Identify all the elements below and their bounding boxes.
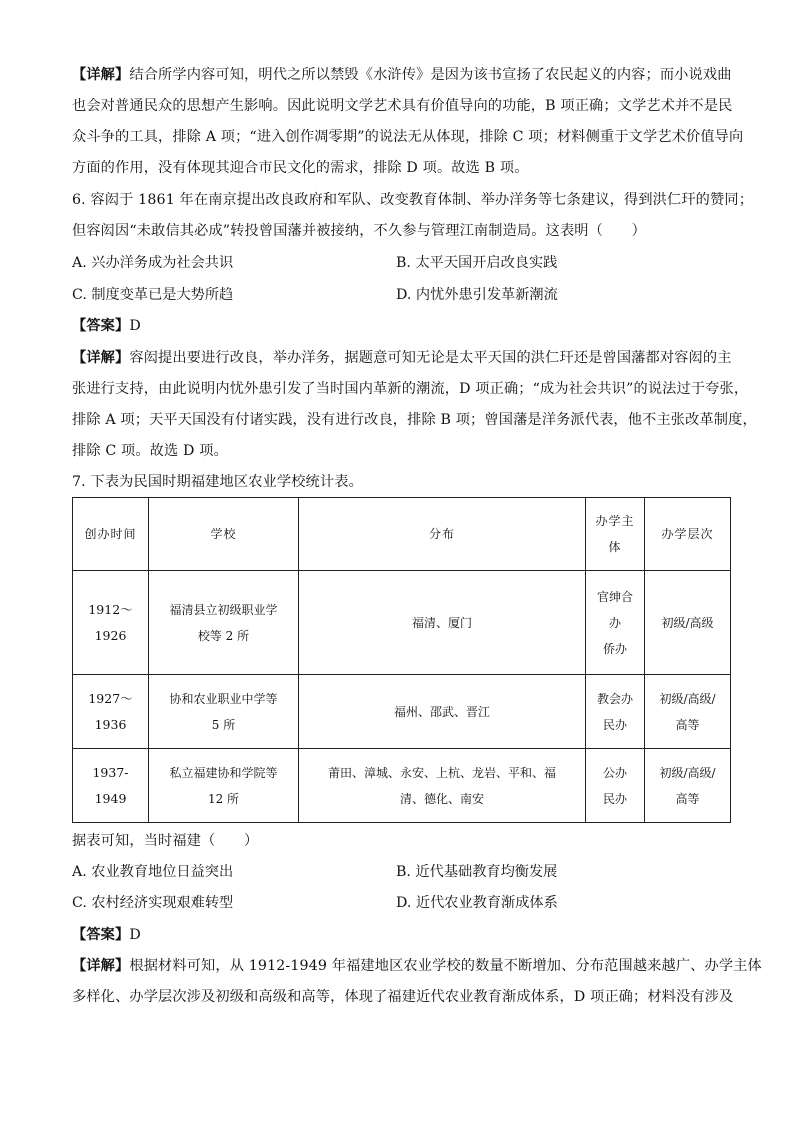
- cell-school-line-2: 校等 2 所: [197, 628, 250, 643]
- cell-school: [149, 675, 299, 749]
- q7-explain-line-2: 多样化、办学层次涉及初级和高级和高等，体现了福建近代农业教育渐成体系，D 项正确；材料没有涉及: [72, 989, 734, 1005]
- header-sponsor: [586, 498, 645, 571]
- cell-sponsor-line-2: 民办: [602, 791, 627, 806]
- cell-school: [149, 571, 299, 675]
- q6-option-a: A. 兴办洋务成为社会共识: [72, 255, 234, 271]
- cell-sponsor-line-2: 民办: [602, 717, 627, 732]
- q5-explain-line-3: 众斗争的工具，排除 A 项；“进入创作凋零期”的说法无从体现，排除 C 项；材料侧重于文学艺术价值导向: [72, 129, 744, 145]
- q7-prompt: 据表可知，当时福建（ ）: [72, 833, 259, 849]
- q6-explain-line-2: 张进行支持，由此说明内忧外患引发了当时国内革新的潮流，D 项正确；“成为社会共识”的说法过于夸张，: [72, 381, 749, 397]
- cell-sponsor-line-1: 教会办: [596, 691, 633, 706]
- section-label: 【详解】: [72, 67, 130, 83]
- cell-level: [645, 749, 731, 823]
- cell-distribution: [299, 675, 586, 749]
- table-row: [73, 749, 731, 823]
- school-stats-table: [72, 497, 731, 823]
- cell-school-line-2: 12 所: [207, 791, 240, 806]
- header-sponsor-line-1: 办学主: [595, 514, 635, 528]
- cell-school-line-2: 5 所: [211, 717, 236, 732]
- q7-option-d: D. 近代农业教育渐成体系: [396, 895, 558, 911]
- cell-sponsor-line-1: 公办: [602, 765, 627, 780]
- cell-time-line-2: 1936: [94, 716, 127, 732]
- section-label: 【答案】: [72, 927, 130, 943]
- cell-level-line-1: 初级/高级: [661, 615, 714, 630]
- section-label: 【详解】: [72, 350, 130, 366]
- q6-explain-line-1: 【详解】容闳提出要进行改良，举办洋务，据题意可知无论是太平天国的洪仁玕还是曾国藩都对容闳的主: [72, 350, 732, 366]
- cell-school-line-1: 私立福建协和学院等: [169, 765, 278, 780]
- table-header-row: [73, 498, 731, 571]
- header-level: 办学层次: [645, 498, 731, 571]
- cell-distribution-line-1: 福清、厦门: [411, 615, 472, 630]
- section-label: 【答案】: [72, 318, 130, 334]
- cell-sponsor: [586, 675, 645, 749]
- cell-distribution: [299, 571, 586, 675]
- cell-sponsor: [586, 749, 645, 823]
- cell-level-line-1: 初级/高级/: [659, 691, 716, 706]
- q6-explain-line-4: 排除 C 项。故选 D 项。: [72, 443, 228, 459]
- cell-sponsor-line-1: 官绅合: [596, 589, 633, 604]
- q6-stem-line-1: 6. 容闳于 1861 年在南京提出改良政府和军队、改变教育体制、举办洋务等七条建议，得到洪仁玕的赞同；: [72, 192, 754, 208]
- header-distribution: 分布: [299, 498, 586, 571]
- header-sponsor-line-2: 体: [608, 540, 622, 554]
- cell-level-line-2: 高等: [675, 717, 700, 732]
- header-time: 创办时间: [73, 498, 149, 571]
- cell-time-line-1: 1927～: [88, 690, 133, 706]
- q7-stem: 7. 下表为民国时期福建地区农业学校统计表。: [72, 474, 363, 490]
- cell-time: [73, 675, 149, 749]
- q5-explain-line-2: 也会对普通民众的思想产生影响。因此说明文学艺术具有价值导向的功能，B 项正确；文学艺术并不是民: [72, 98, 733, 114]
- cell-distribution-line-1: 莆田、漳城、永安、上杭、龙岩、平和、福: [327, 765, 556, 780]
- cell-sponsor-line-2: 办: [608, 615, 621, 630]
- cell-sponsor-line-3: 侨办: [602, 641, 627, 656]
- q5-explain-line-4: 方面的作用，没有体现其迎合市民文化的需求，排除 D 项。故选 B 项。: [72, 160, 529, 176]
- cell-time-line-1: 1912～: [88, 601, 133, 617]
- q7-answer: 【答案】D: [72, 927, 141, 943]
- cell-sponsor: [586, 571, 645, 675]
- cell-time-line-1: 1937-1949: [92, 764, 129, 806]
- q5-explain-line-1: 【详解】结合所学内容可知，明代之所以禁毁《水浒传》是因为该书宣扬了农民起义的内容；而小说戏曲: [72, 67, 732, 83]
- q7-option-b: B. 近代基础教育均衡发展: [396, 864, 558, 880]
- table-row: [73, 571, 731, 675]
- q7-option-c: C. 农村经济实现艰难转型: [72, 895, 234, 911]
- header-school: 学校: [149, 498, 299, 571]
- cell-level: [645, 675, 731, 749]
- q6-explain-line-3: 排除 A 项；天平天国没有付诸实践，没有进行改良，排除 B 项；曾国藩是洋务派代表，他不主张改革制度，: [72, 412, 757, 428]
- q6-option-d: D. 内忧外患引发革新潮流: [396, 287, 558, 303]
- cell-school-line-1: 协和农业职业中学等: [169, 691, 278, 706]
- cell-school: [149, 749, 299, 823]
- table-row: [73, 675, 731, 749]
- q6-answer: 【答案】D: [72, 318, 141, 334]
- q6-option-c: C. 制度变革已是大势所趋: [72, 287, 234, 303]
- q7-option-a: A. 农业教育地位日益突出: [72, 864, 234, 880]
- section-label: 【详解】: [72, 958, 130, 974]
- q6-option-b: B. 太平天国开启改良实践: [396, 255, 558, 271]
- q7-explain-line-1: 【详解】根据材料可知，从 1912-1949 年福建地区农业学校的数量不断增加、分布范围越来越广、办学主体: [72, 958, 762, 974]
- cell-distribution: [299, 749, 586, 823]
- q6-stem-line-2: 但容闳因“未敢信其必成”转投曾国藩并被接纳，不久参与管理江南制造局。这表明（ ）: [72, 223, 646, 239]
- cell-time-line-2: 1926: [94, 627, 127, 643]
- cell-school-line-1: 福清县立初级职业学: [169, 602, 278, 617]
- cell-time: [73, 571, 149, 675]
- cell-level: [645, 571, 731, 675]
- cell-distribution-line-2: 清、德化、南安: [399, 791, 484, 806]
- cell-distribution-line-1: 福州、邵武、晋江: [393, 704, 490, 719]
- cell-level-line-1: 初级/高级/: [659, 765, 716, 780]
- cell-time: [73, 749, 149, 823]
- cell-level-line-2: 高等: [675, 791, 700, 806]
